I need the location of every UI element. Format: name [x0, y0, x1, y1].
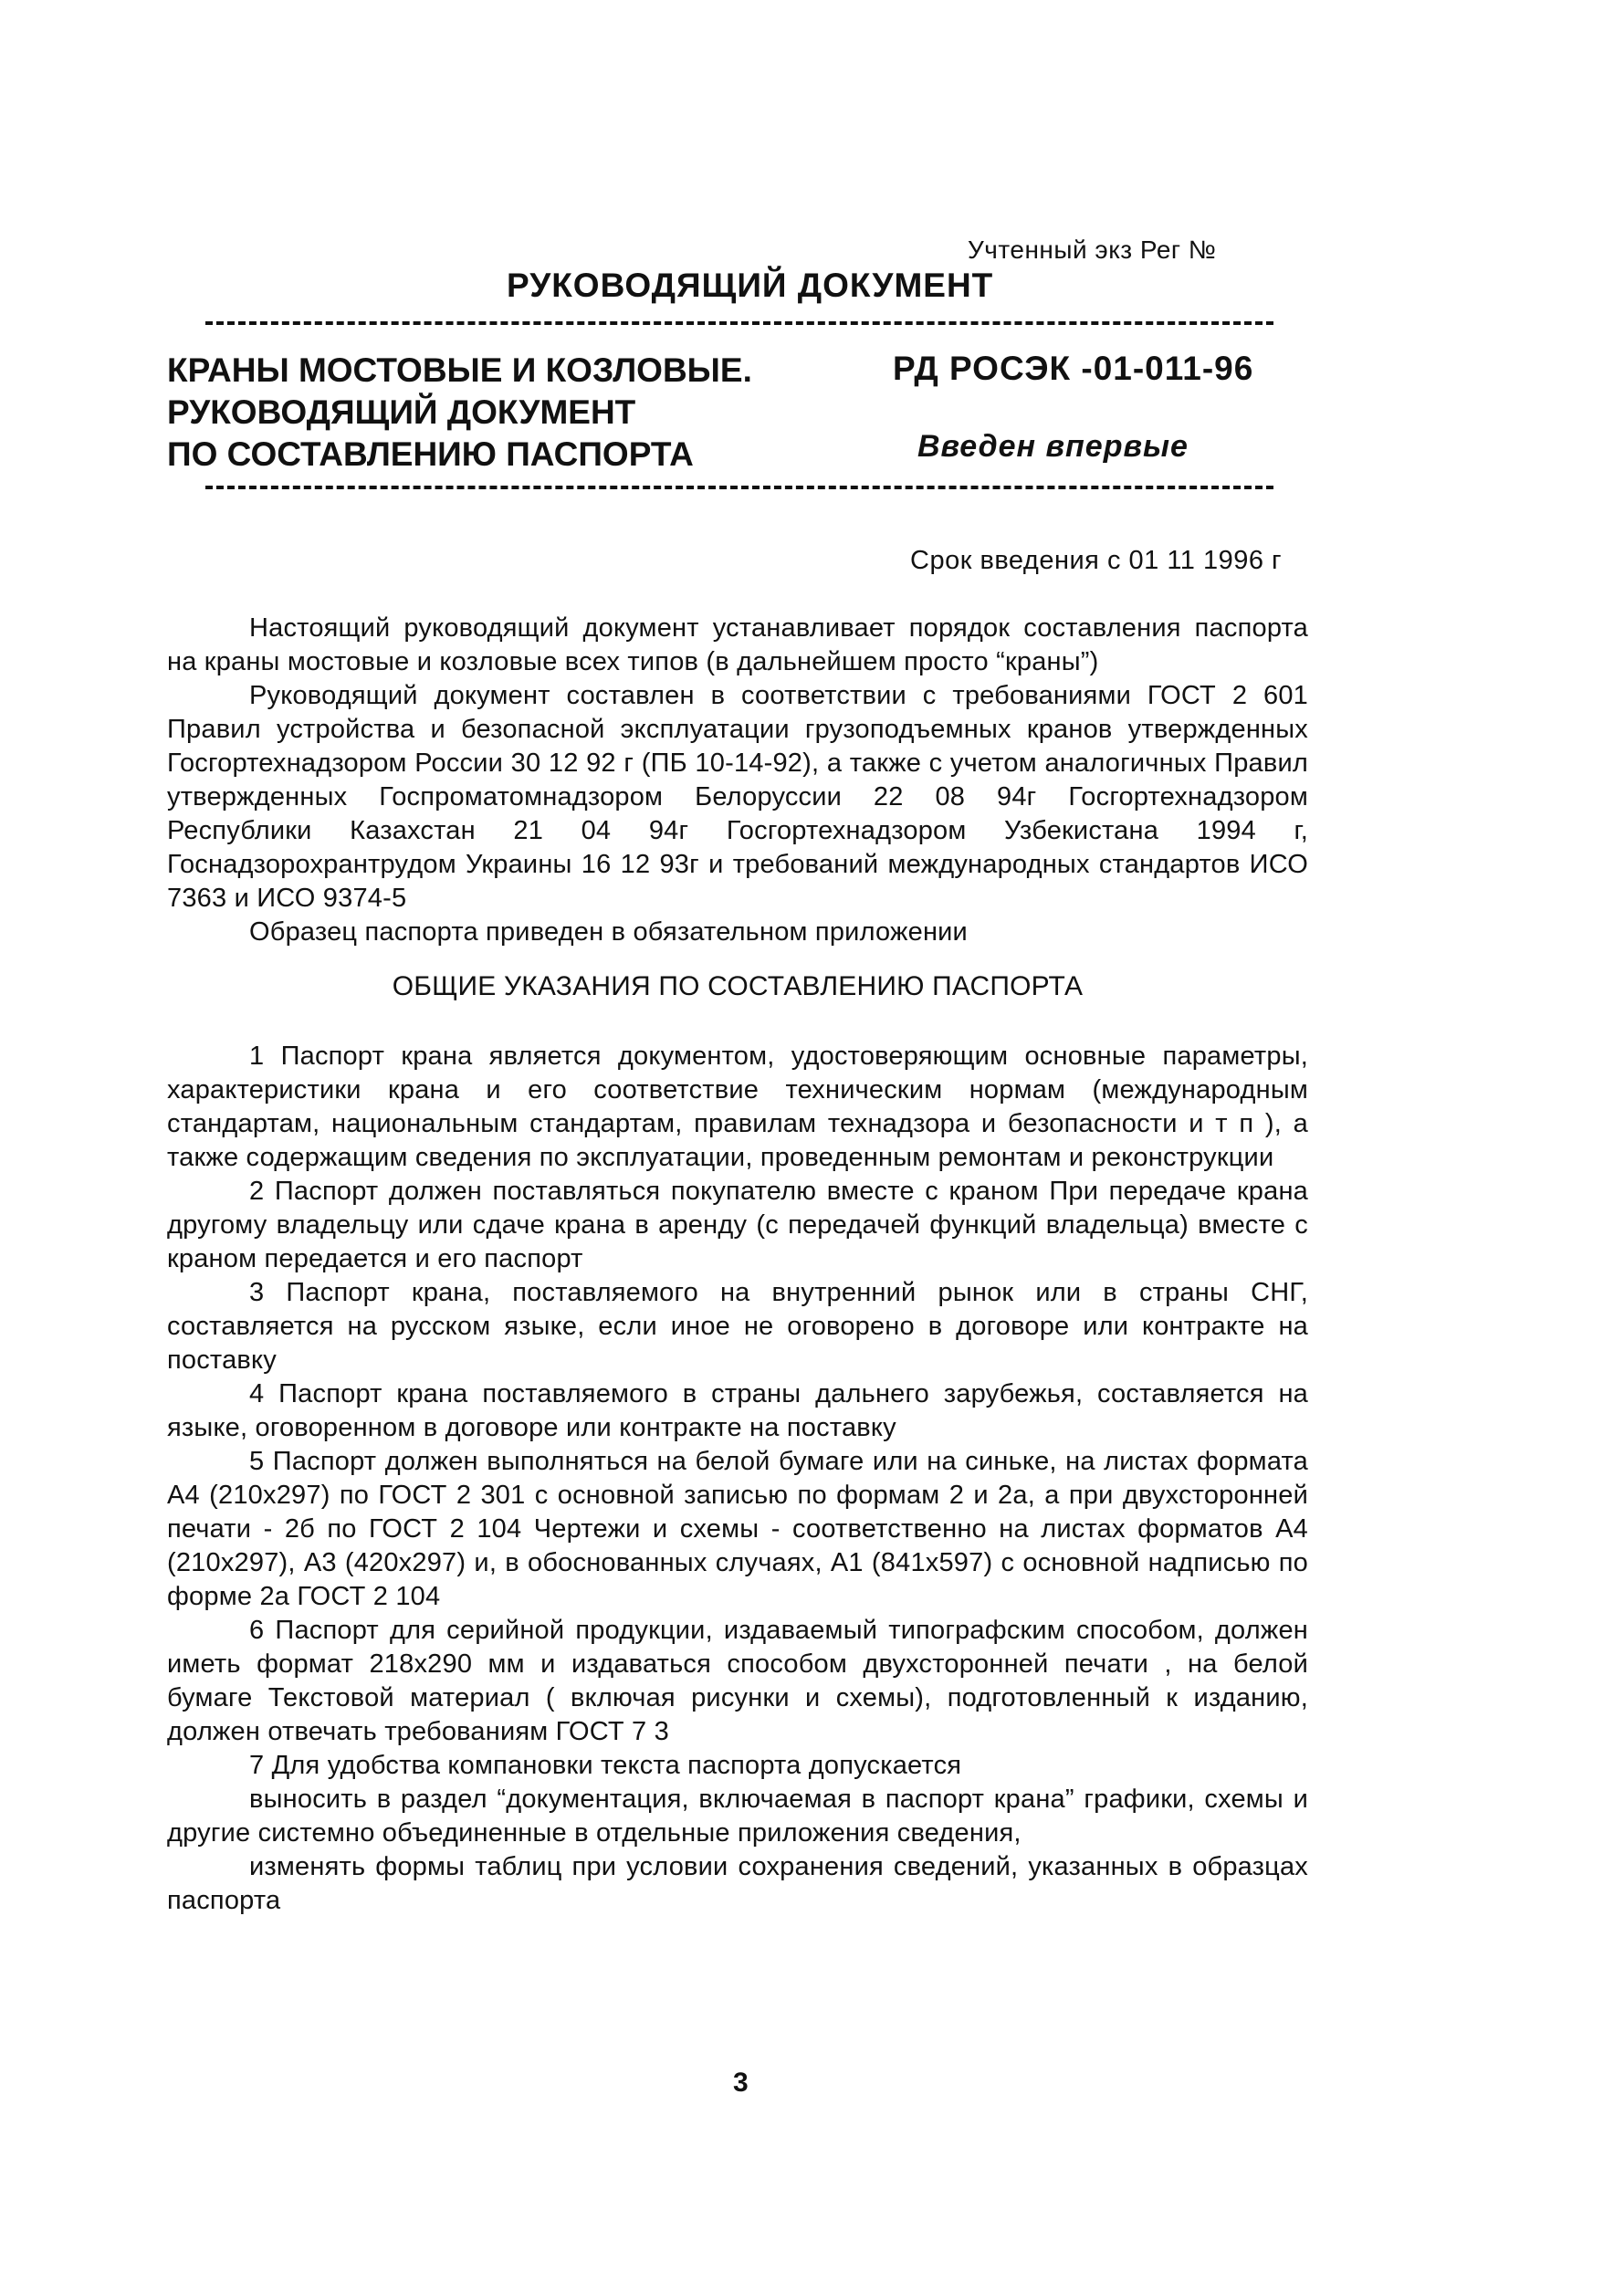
numbered-item: 6 Паспорт для серийной продукции, издаваемый типографским способом, должен иметь формат 218x290 мм и издаваться способом двухсторонней печати , на белой бумаге Текстовой материал ( включая рисунки и схемы), подготовленный к изданию, должен отвечать требованиям ГОСТ 7 3 [167, 1616, 1308, 1746]
section-heading: ОБЩИЕ УКАЗАНИЯ ПО СОСТАВЛЕНИЮ ПАСПОРТА [392, 971, 1084, 1001]
document-title [167, 350, 752, 476]
top-dashed-divider [205, 321, 1273, 325]
intro-paragraph: Образец паспорта приведен в обязательном приложении [249, 917, 968, 947]
numbered-item: 7 Для удобства компановки текста паспорта допускается [249, 1751, 962, 1780]
bottom-dashed-divider [205, 486, 1273, 489]
numbered-item: 5 Паспорт должен выполняться на белой бумаге или на синьке, на листах формата А4 (210x297) по ГОСТ 2 301 с основной записью по формам 2 и 2а, а при двухсторонней печати - 2б по ГОСТ 2 104 Чертежи и схемы - соответственно на листах форматов А4 (210x297), А3 (420x297) и, в обоснованных случаях, А1 (841x597) с основной надписью по форме 2а ГОСТ 2 104 [167, 1447, 1308, 1611]
numbered-item: 4 Паспорт крана поставляемого в страны дальнего зарубежья, составляется на языке, оговоренном в договоре или контракте на поставку [167, 1379, 1308, 1442]
page-number: 3 [733, 2068, 749, 2098]
sub-item: изменять формы таблиц при условии сохранения сведений, указанных в образцах паспорта [167, 1852, 1308, 1915]
sub-item: выносить в раздел “документация, включаемая в паспорт крана” графики, схемы и другие системно объединенные в отдельные приложения сведения, [167, 1785, 1308, 1848]
title-line: РУКОВОДЯЩИЙ ДОКУМЕНТ [167, 393, 636, 431]
title-line: КРАНЫ МОСТОВЫЕ И КОЗЛОВЫЕ. [167, 351, 752, 389]
numbered-item: 1 Паспорт крана является документом, удостоверяющим основные параметры, характеристики крана и его соответствие техническим нормам (международным стандартам, национальным стандартам, правилам технадзора и безопасности и т п ), а также содержащим сведения по эксплуатации, проведенным ремонтам и реконструкции [167, 1042, 1308, 1172]
numbered-item: 3 Паспорт крана, поставляемого на внутренний рынок или в страны СНГ, составляется на русском языке, если иное не оговорено в договоре или контракте на поставку [167, 1278, 1308, 1375]
document-type-heading: РУКОВОДЯЩИЙ ДОКУМЕНТ [507, 267, 994, 304]
intro-paragraph: Руководящий документ составлен в соответствии с требованиями ГОСТ 2 601 Правил устройства и безопасной эксплуатации грузоподъемных кранов утвержденных Госгортехнадзором России 30 12 92 г (ПБ 10-14-92), а также с учетом аналогичных Правил утвержденных Госпроматомнадзором Белоруссии 22 08 94г Госгортехнадзором Республики Казахстан 21 04 94г Госгортехнадзором Узбекистана 1994 г, Госнадзорохрантрудом Украины 16 12 93г и требований международных стандартов ИСО 7363 и ИСО 9374-5 [167, 681, 1308, 913]
document-body [167, 612, 1308, 1918]
document-status: Введен впервые [917, 429, 1189, 464]
intro-paragraph: Настоящий руководящий документ устанавливает порядок составления паспорта на краны мостовые и козловые всех типов (в дальнейшем просто “краны”) [167, 613, 1308, 676]
document-code: РД РОСЭК -01-011-96 [893, 350, 1254, 387]
registration-label: Учтенный экз Рег № [968, 236, 1217, 264]
effective-date: Срок введения с 01 11 1996 г [910, 546, 1283, 575]
title-line: ПО СОСТАВЛЕНИЮ ПАСПОРТА [167, 435, 694, 473]
numbered-item: 2 Паспорт должен поставляться покупателю вместе с краном При передаче крана другому владельцу или сдаче крана в аренду (с передачей функций владельца) вместе с краном передается и его паспорт [167, 1177, 1308, 1273]
